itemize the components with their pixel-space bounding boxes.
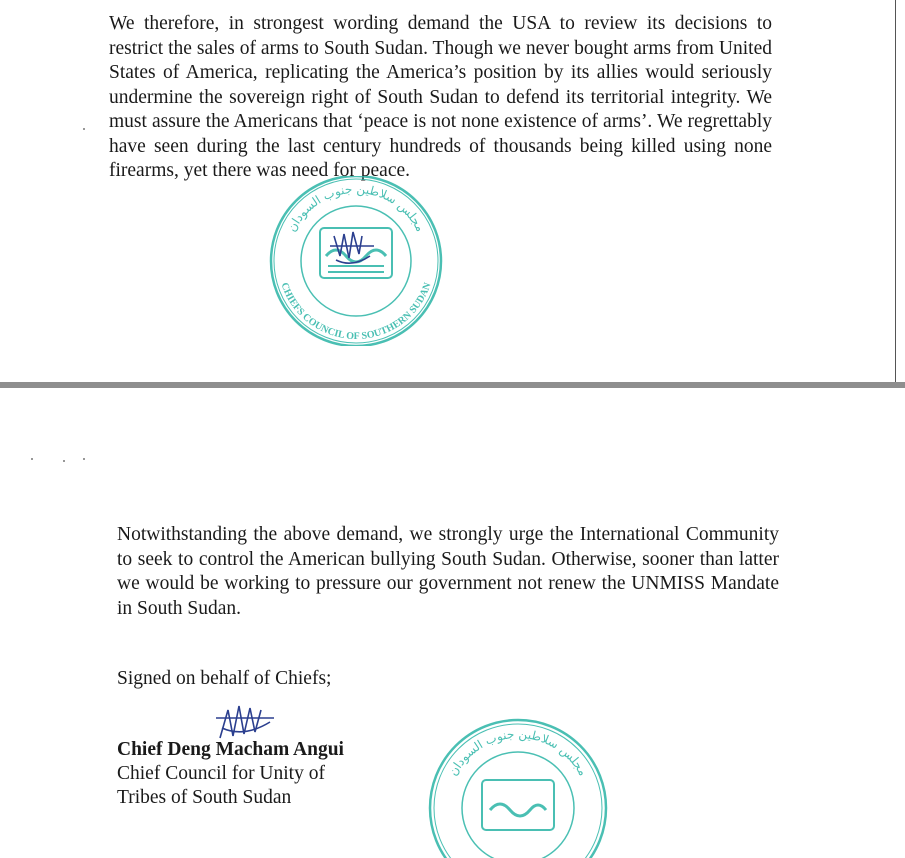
signature-scribble bbox=[330, 232, 374, 263]
body-paragraph-1: We therefore, in strongest wording demand the USA to review its decisions to restrict the sales of arms to South Sudan. Though we never bought arms from United States of America, replicating the America’s position by its allies would seriously undermine the sovereign right of South Sudan to defend its territorial integrity. We must assure the Americans that ‘peace is not none existence of arms’. We regrettably have seen during the last century hundreds of thousands being killed using none firearms, yet there was need for peace. bbox=[109, 13, 772, 181]
council-seal-stamp bbox=[266, 176, 446, 346]
scan-speck bbox=[83, 458, 85, 460]
signed-on-behalf-line: Signed on behalf of Chiefs; bbox=[117, 668, 332, 689]
document-page-2 bbox=[0, 388, 905, 848]
signer-title-line-2: Tribes of South Sudan bbox=[117, 787, 292, 808]
scan-speck bbox=[83, 128, 85, 130]
signer-name: Chief Deng Macham Angui bbox=[117, 739, 344, 760]
svg-text:CHIEFS COUNCIL OF SOUTHERN SUD bbox=[279, 280, 434, 342]
signer-block bbox=[117, 738, 344, 810]
council-seal-stamp-2 bbox=[420, 718, 610, 858]
body-paragraph-2: Notwithstanding the above demand, we strongly urge the International Community to seek to control the American bullying South Sudan. Otherwise, sooner than latter we would be working to pressure our government not renew the UNMISS Mandate in South Sudan. bbox=[117, 524, 779, 619]
document-page-1 bbox=[0, 0, 905, 382]
svg-text:مجلس سلاطين جنوب السودان bbox=[284, 182, 427, 234]
seal-2-arabic-text: مجلس سلاطين جنوب السودان bbox=[445, 726, 591, 779]
scan-speck bbox=[63, 460, 65, 462]
scan-speck bbox=[31, 458, 33, 460]
seal-english-text: CHIEFS COUNCIL OF SOUTHERN SUDAN bbox=[278, 281, 434, 343]
signer-title-line-1: Chief Council for Unity of bbox=[117, 763, 325, 784]
seal-arabic-text: مجلس سلاطين جنوب السودان bbox=[284, 181, 428, 234]
page-edge bbox=[895, 0, 896, 382]
